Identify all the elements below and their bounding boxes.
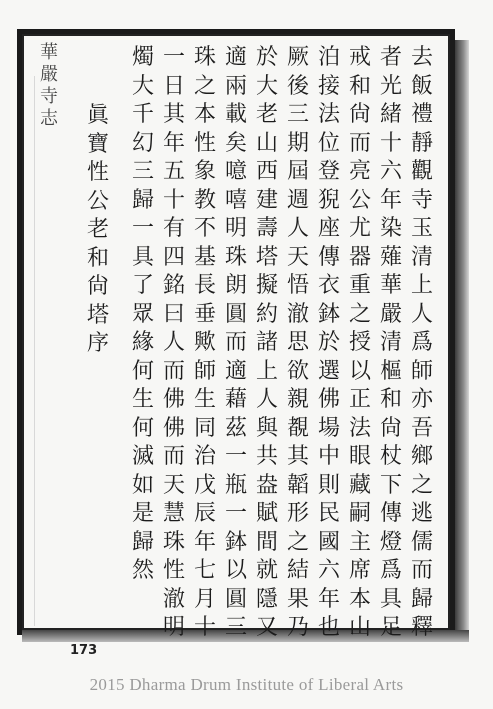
text-column-6: 於大老山西建壽塔擬約諸上人與共盎賦間就隱又 xyxy=(255,45,278,640)
fold-label-char: 志 xyxy=(40,108,58,129)
text-column-8: 珠之本性象教不基長垂歟師生同治戊辰年七月十 xyxy=(193,45,216,640)
fold-line xyxy=(34,76,35,626)
text-column-1: 去飯禮靜觀寺玉清上人爲師亦吾鄉之逃儒而歸釋 xyxy=(410,45,433,640)
fold-label-char: 寺 xyxy=(40,86,58,107)
fold-label-char: 華 xyxy=(40,42,58,63)
text-column-4: 泊接法位登猊座傳衣鉢於選佛場中則民國六年也 xyxy=(317,45,340,640)
text-column-9: 一日其年五十有四銘曰人而佛佛而天慧珠性澈明 xyxy=(162,45,185,640)
page-number: 173 xyxy=(70,643,98,658)
watermark: 2015 Dharma Drum Institute of Liberal Arts xyxy=(89,675,404,694)
fold-label-char: 嚴 xyxy=(40,64,58,85)
text-column-3: 戒和尙而亮公尤器重之授以正法眼藏嗣主席本山 xyxy=(348,45,371,640)
section-title: 眞寶性公老和尙塔序 xyxy=(86,103,109,356)
fold-margin xyxy=(22,36,70,628)
text-column-5: 厥後三期屆週人天悟澈思欲親覩其韜形之結果乃 xyxy=(286,45,309,640)
text-column-7: 適兩載矣噫嘻明珠朗圓而適藉茲一瓶一鉢以圓三 xyxy=(224,45,247,640)
text-column-10: 燭大千幻三歸一具了眾緣何生何滅如是歸然 xyxy=(131,45,154,583)
binding-shadow xyxy=(455,40,469,630)
text-column-2: 者光緒十六年染薙華嚴清樞和尙杖下傳燈爲具足 xyxy=(379,45,402,640)
